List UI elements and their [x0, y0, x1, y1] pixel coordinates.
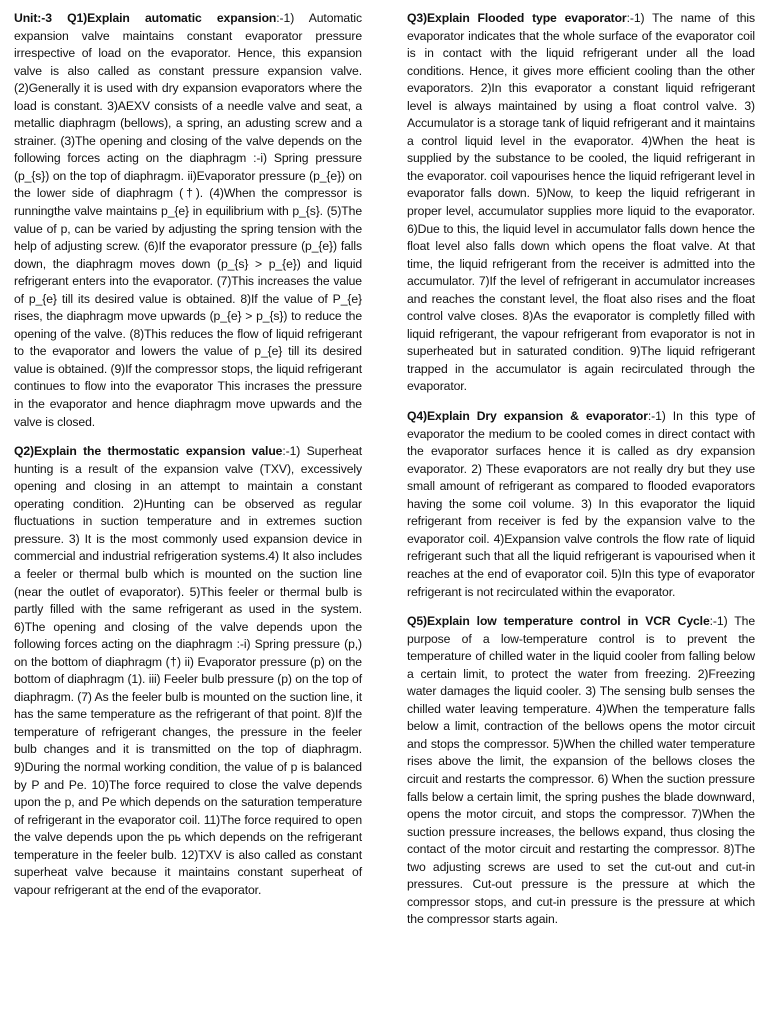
q1-body: :-1) Automatic expansion valve maintains constant evaporator pressure irrespective of load on the evaporator. Hence, this expansion valve is also called as constant pressure expansion valve. (2)Generally it is used with dry expansion evaporators where the load is constant. 3)AEXV consists of a needle valve and seat, a metallic diaphragm (bellows), a spring, an adusting screw and a strainer. (3)The opening and closing of the valve depends on the following forces acting on the diaphragm :-i) Spring pressure (p_{s}) on the top of diaphragm. ii)Evaporator pressure (p_{e}) on the lower side of diaphragm (†). (4)When the compressor is runningthe valve maintains p_{e} in equilibrium with p_{s}. (5)The value of p, can be varied by adjusting the spring tension with the help of adjusting screw. (6)If the evaporator pressure (p_{e}) falls down, the diaphragm moves down (p_{s} > p_{e}) and liquid refrigerant enters into the evaporator. (7)This increases the value of p_{e} till its desired value is obtained. 8)If the value of P_{e} rises, the diaphragm move upwards (p_{e} > p_{s}) to reduce the opening of the valve. (8)This reduces the flow of liquid refrigerant to the evaporator and lowers the value of p_{e} till its desired value is obtained. (9)If the compressor stops, the liquid refrigerant continues to flow into the evaporator This incrases the pressure in the evaporator and hence diaphragm move upwards and the valve is closed.: [14, 11, 362, 429]
left-column: [14, 10, 362, 911]
q1-heading: Unit:-3 Q1)Explain automatic expansion: [14, 11, 277, 25]
q3-heading: Q3)Explain Flooded type evaporator: [407, 11, 627, 25]
answer-q2: [14, 443, 362, 899]
answer-q4: [407, 408, 755, 601]
q3-body: :-1) The name of this evaporator indicates that the whole surface of the evaporator coil is in contact with the liquid refrigerant under all the load conditions. Hence, it gives more efficient cooling than the other evaporators. 2)In this evaporator a constant liquid refrigerant level is always maintained by using a float control valve. 3) Accumulator is a storage tank of liquid refrigerant and it maintains a control liquid level in the evaporator. 4)When the heat is supplied by the substance to be cooled, the liquid refrigerant in the evaporator. coil vapourises hence the liquid refrigerant level in evaporator falls down. 5)Now, to keep the liquid refrigerant in proper level, accumulator supplies more liquid to the evaporator. 6)Due to this, the liquid level in accumulator falls down hence the float level also falls down which opens the float valve. At that time, the liquid refrigerant from the receiver is admitted into the accumulator. 7)If the level of refrigerant in accumulator increases and reaches the constant level, the float also rises and the float control valve closes. 8)As the evaporator is completly filled with liquid refrigerant, the vapour refrigerant from evaporator is not in superheated but in saturated condition. 9)The liquid refrigerant trapped in the accumulator is again recirculated through the evaporator.: [407, 11, 756, 394]
right-column: [407, 10, 755, 941]
answer-q3: [407, 10, 755, 396]
q4-heading: Q4)Explain Dry expansion & evaporator: [407, 409, 648, 424]
answer-q5: [407, 613, 755, 929]
q5-body: :-1) The purpose of a low-temperature control is to prevent the temperature of chilled water in the liquid cooler from falling below a certain limit, to protect the water from freezing. 2)Freezing water damages the liquid cooler. 3) The sensing bulb senses the chilled water leaving temperature. 4)When the temperature falls below a limit, contraction of the bellows opens the motor circuit and stops the compressor. 5)When the chilled water temperature rises above the limit, the expansion of the bellows closes the circuit and restarts the compressor. 6) When the suction pressure falls below a certain limit, the spring pushes the blade downward, opens the motor circuit, and stops the compressor. 7)When the suction pressure increases, the bellows expand, thus closing the contact of the motor circuit and restarting the compressor. 8)The two adjusting screws are used to set the cut-out and cut-in pressures. Cut-out pressure is the pressure at which the compressor stops, and cut-in pressure is the pressure at which the compressor starts again.: [407, 614, 755, 927]
q5-heading: Q5)Explain low temperature control in VCR Cycle: [407, 614, 710, 629]
q2-heading: Q2)Explain the thermostatic expansion value: [14, 444, 283, 459]
q2-body: :-1) Superheat hunting is a result of the expansion valve (TXV), excessively opening and closing in an attempt to maintain a constant operating condition. 2)Hunting can be observed as regular fluctuations in suction temperature and in extremes suction pressure. 3) It is the most commonly used expansion device in commercial and industrial refrigeration systems.4) It also includes a feeler or thermal bulb which is mounted on the suction line (near the outlet of evaporator). 5)This feeler or thermal bulb is partly filled with the same refrigerant as used in the system. 6)The opening and closing of the valve depends upon the following forces acting on the diaphragm :-i) Spring pressure (p,) on the bottom of diaphragm (†) ii) Evaporator pressure (p) on the bottom of diaphragm (1). iii) Feeler bulb pressure (p) on the top of diaphragm. (7) As the feeler bulb is mounted on the suction line, it has the same temperature as the refrigerant of that point. 8)If the temperature of refrigerant changes, the pressure in the feeler bulb changes and it is transmitted on the top of diaphragm. 9)During the normal working condition, the value of p is balanced by P and Pe. 10)The force required to close the valve depends upon the p, and Pe which depends on the saturation temperature of refrigerant in the evaporator coil. 11)The force required to open the valve depends upon the pь which depends on the refrigerant temperature in the feeler bulb. 12)TXV is also called as constant superheat valve because it maintains constant superheat of vapour refrigerant at the end of the evaporator.: [14, 444, 362, 897]
q4-body: :-1) In this type of evaporator the medium to be cooled comes in direct contact with the evaporator surfaces hence it is called as dry expansion evaporator. 2) These evaporators are not really dry but they use small amount of refrigerant as compared to flooded evaporators having the some coil volume. 3) In this evaporator the liquid refrigerant from receiver is fed by the expansion valve to the evaporator coil. 4)Expansion valve controls the flow rate of liquid refrigerant such that all the liquid refrigerant is vapourised when it reaches at the end of evaporator coil. 5)In this type of evaporator refrigerant is not recirculated within the evaporator.: [407, 409, 755, 599]
answer-q1: [14, 10, 362, 431]
